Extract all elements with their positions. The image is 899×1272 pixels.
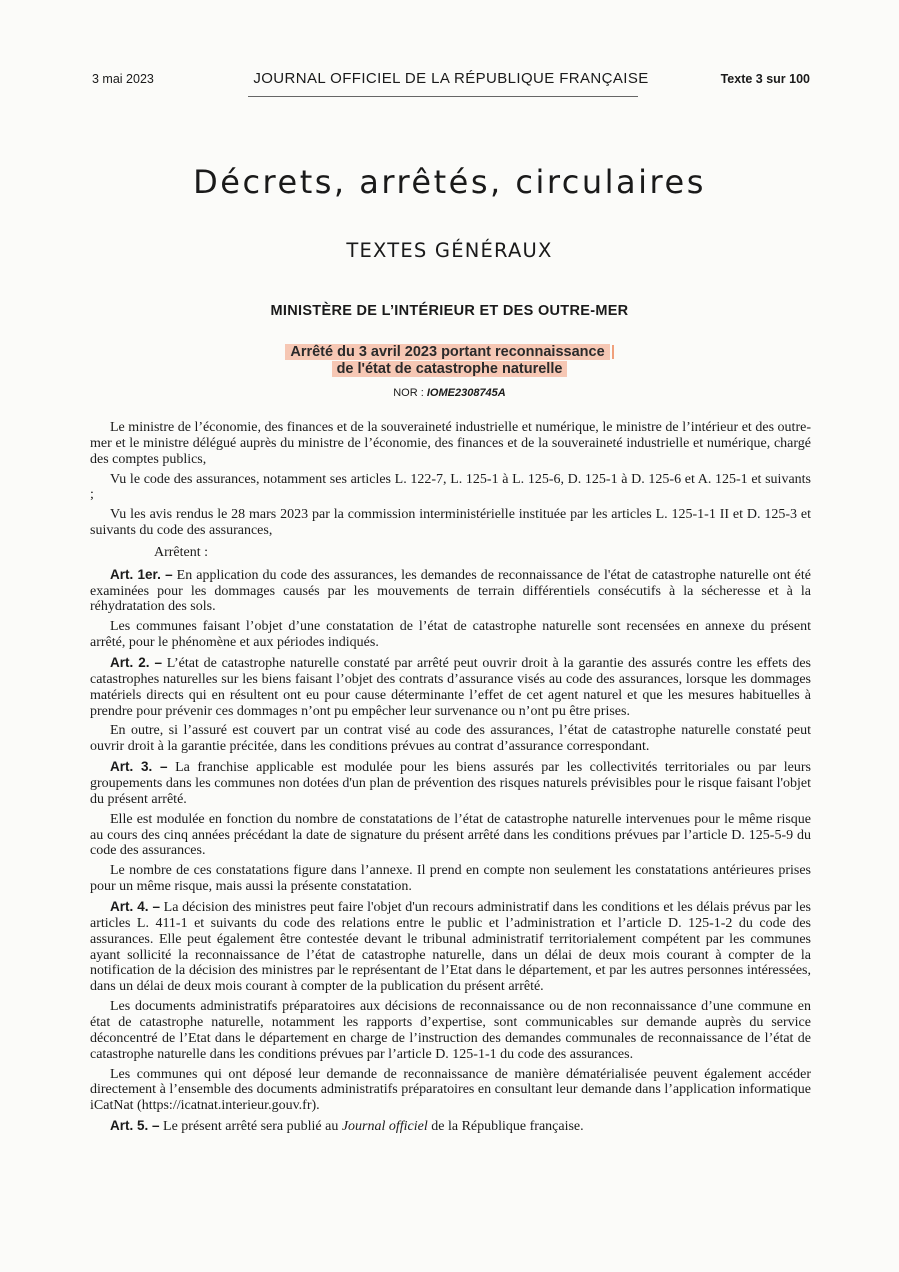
article-5-label: Art. 5. –: [110, 1118, 160, 1134]
article-1-paragraph-1: Art. 1er. – En application du code des assurances, les demandes de reconnaissance de l'état de catastrophe naturelle ont été examinées pour les dommages causés par les mouvements de terrain différentiels consécutifs à la sécheresse et à la réhydratation des sols.: [90, 566, 811, 615]
article-3-paragraph-3: Le nombre de ces constatations figure dans l’annexe. Il prend en compte non seulement les constatations antérieures prises pour un même risque, mais aussi la présente constatation.: [90, 863, 811, 895]
page-header: [92, 70, 810, 90]
section-subtitle: TEXTES GÉNÉRAUX: [346, 239, 553, 262]
article-4-paragraph-1: Art. 4. – La décision des ministres peut faire l'objet d'un recours administratif dans les conditions et les délais prévus par les articles L. 411-1 et suivants du code des relations entre le public et l’administration et l’article D. 125-1-2 du code des assurances. Elle peut également être contestée devant le tribunal administratif territorialement compétent par les communes ayant sollicité la reconnaissance de l’état de catastrophe naturelle, dans un délai de deux mois courant à compter de la notification de la décision des ministres par le représentant de l’Etat dans le département, et par les autres personnes intéressées, dans un délai de deux mois courant à compter de la publication du présent arrêté.: [90, 899, 811, 995]
arretent-line: Arrêtent :: [154, 544, 209, 560]
article-4-paragraph-3: Les communes qui ont déposé leur demande de reconnaissance de manière dématérialisée peuvent également accéder directement à l’ensemble des documents administratifs préparatoires en consultant leur demande dans l’application informatique iCatNat (https://icatnat.interieur.gouv.fr).: [90, 1066, 811, 1114]
vu-paragraph-1: Vu le code des assurances, notamment ses articles L. 122-7, L. 125-1 à L. 125-6, D. 125-1 à D. 125-6 et A. 125-1 et suivants ;: [90, 471, 811, 503]
document-body: [90, 420, 811, 1139]
journal-officiel-ref: Journal officiel: [341, 1119, 428, 1135]
arrete-title-line1: Arrêté du 3 avril 2023 portant reconnaissance: [285, 344, 609, 360]
header-rule: [248, 96, 638, 97]
text-number: Texte 3 sur 100: [720, 72, 810, 86]
intro-paragraph: Le ministre de l’économie, des finances et de la souveraineté industrielle et numérique, le ministre de l’intérieur et des outre-mer et le ministre délégué auprès du ministre de l’économie, des finances et de la souveraineté industrielle et numérique, chargé des comptes publics,: [90, 420, 811, 467]
article-4-label: Art. 4. –: [110, 899, 160, 915]
article-3-paragraph-2: Elle est modulée en fonction du nombre de constatations de l’état de catastrophe naturelle intervenues pour le même risque au cours des cinq années précédant la date de signature du présent arrêté dans les conditions prévues par l’article D. 125-5-9 du code des assurances.: [90, 811, 811, 859]
ministry-heading: MINISTÈRE DE L’INTÉRIEUR ET DES OUTRE-MER: [270, 303, 629, 319]
article-2-paragraph-2: En outre, si l’assuré est couvert par un contrat visé au code des assurances, l’état de catastrophe naturelle constaté peut ouvrir droit à la garantie précitée, dans les conditions prévues au contrat d’assurance correspondant.: [90, 723, 811, 755]
arrete-title-line2: de l'état de catastrophe naturelle: [332, 361, 568, 377]
article-4-paragraph-2: Les documents administratifs préparatoires aux décisions de reconnaissance ou de non reconnaissance d’une commune en état de catastrophe naturelle, notamment les rapports d’expertise, sont communicables sur demande auprès du service déconcentré de l’Etat dans le département en charge de l’instruction des demandes communales de reconnaissance de l’état de catastrophe naturelle dans les conditions prévues par l’article D. 125-1-1 du code des assurances.: [90, 999, 811, 1062]
nor-value: IOME2308745A: [426, 387, 506, 399]
article-2-paragraph-1: Art. 2. – L’état de catastrophe naturelle constaté par arrêté peut ouvrir droit à la garantie des assurés contre les effets des catastrophes naturelles sur les biens faisant l’objet des contrats d’assurance visés au code des assurances, lorsque les dommages matériels directs qui en résultent ont eu pour cause déterminante l’effet de cet agent naturel et que les mesures habituelles à prendre pour prévenir ces dommages n’ont pu empêcher leur survenance ou n’ont pu être prises.: [90, 655, 811, 719]
nor-label: NOR :: [393, 387, 424, 399]
publication-date: 3 mai 2023: [92, 72, 154, 86]
journal-name: JOURNAL OFFICIEL DE LA RÉPUBLIQUE FRANÇAISE: [253, 70, 649, 87]
article-2-label: Art. 2. –: [110, 655, 162, 671]
highlight-mark: [612, 345, 614, 359]
nor-reference: [0, 387, 899, 399]
article-1-paragraph-2: Les communes faisant l’objet d’une constatation de l’état de catastrophe naturelle sont recensées en annexe du présent arrêté, pour le phénomène et aux périodes indiqués.: [90, 619, 811, 651]
article-1-label: Art. 1er. –: [110, 566, 173, 582]
article-3-paragraph-1: Art. 3. – La franchise applicable est modulée pour les biens assurés par les collectivités territoriales ou par leurs groupements dans les communes non dotées d'un plan de prévention des risques naturels prévisibles pour le risque faisant l'objet du présent arrêté.: [90, 759, 811, 807]
section-title: Décrets, arrêtés, circulaires: [193, 163, 706, 201]
arrete-title: [0, 344, 899, 378]
vu-paragraph-2: Vu les avis rendus le 28 mars 2023 par la commission interministérielle instituée par les articles L. 125-1-1 II et D. 125-3 et suivants du code des assurances,: [90, 507, 811, 539]
article-5-paragraph: Art. 5. – Le présent arrêté sera publié au Journal officiel de la République française.: [110, 1118, 584, 1135]
article-3-label: Art. 3. –: [110, 759, 168, 775]
